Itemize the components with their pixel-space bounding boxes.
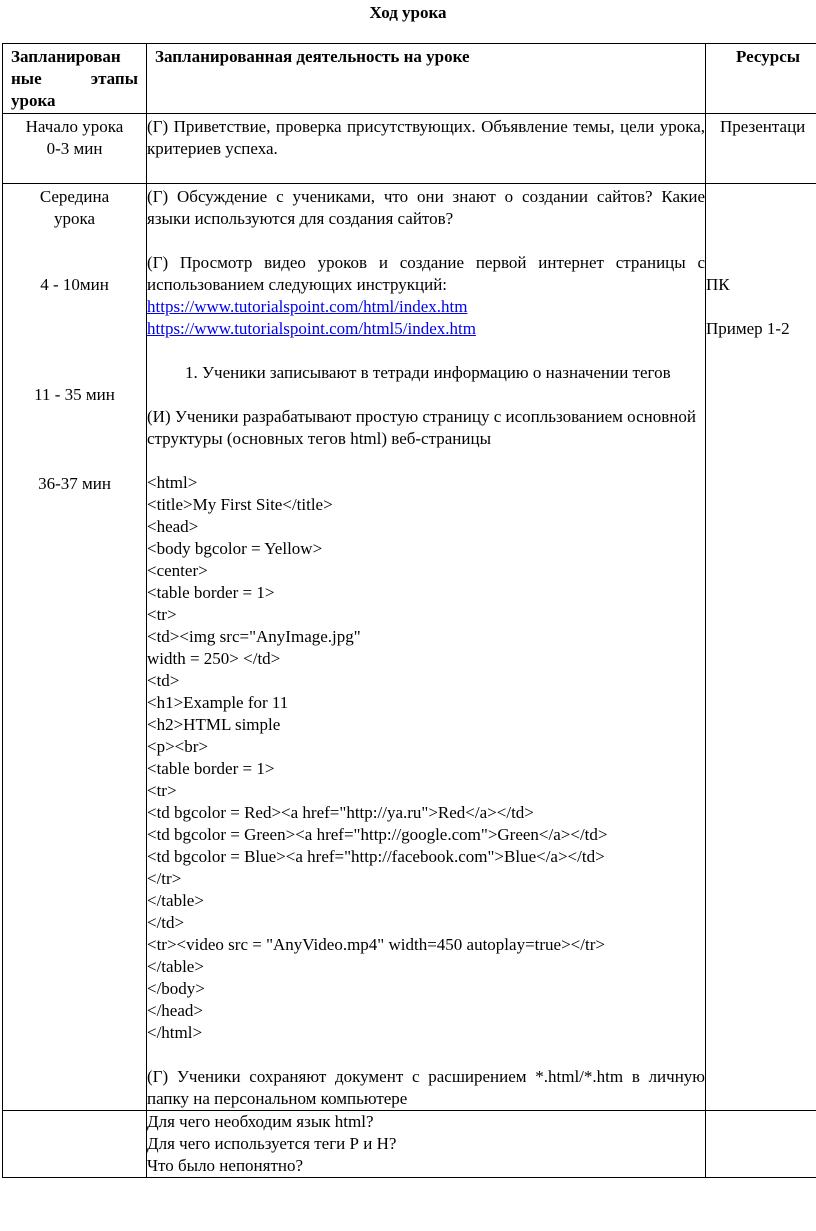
- header-stages: [3, 44, 147, 114]
- lesson-plan-table: [2, 43, 816, 1178]
- stage-start: [3, 114, 147, 184]
- tutorial-link-html[interactable]: https://www.tutorialspoint.com/html/index.htm: [147, 297, 468, 316]
- list-item: 1. Ученики записывают в тетради информацию о назначении тегов: [202, 362, 705, 384]
- code-line: <td>: [147, 671, 180, 690]
- header-activity: [147, 44, 706, 114]
- question-3: Что было непонятно?: [147, 1156, 304, 1175]
- activity-list: [147, 362, 705, 384]
- table-row-middle: [3, 184, 816, 1111]
- code-line: </head>: [147, 1001, 203, 1020]
- header-stages-word2: этапы: [90, 69, 138, 88]
- lesson-title: Ход урока: [369, 3, 447, 22]
- activity-discussion: (Г) Обсуждение с учениками, что они знают о создании сайтов? Какие языки используются для создания сайтов?: [147, 187, 705, 228]
- stage-time-3: 36-37 мин: [38, 474, 111, 493]
- code-line: <td bgcolor = Green><a href="http://google.com">Green</a></td>: [147, 825, 608, 844]
- tutorial-link-html5[interactable]: https://www.tutorialspoint.com/html5/index.htm: [147, 319, 476, 338]
- activity-greeting-text: (Г) Приветствие, проверка присутствующих. Объявление темы, цели урока, критериев успеха.: [147, 117, 705, 158]
- activity-task: (И) Ученики разрабатывают простую страницу с исопльзованием основной структуры (основных тегов html) веб-страницы: [147, 407, 696, 448]
- code-line: width = 250> </td>: [147, 649, 281, 668]
- code-line: </body>: [147, 979, 205, 998]
- activity-middle: [147, 184, 706, 1111]
- header-activity-label: Запланированная деятельность на уроке: [155, 47, 470, 66]
- code-line: <body bgcolor = Yellow>: [147, 539, 323, 558]
- header-stages-word1: ные: [11, 69, 42, 88]
- header-stages-line1: Запланирован: [11, 47, 121, 66]
- table-header-row: [3, 44, 816, 114]
- code-line: <html>: [147, 473, 198, 492]
- header-resources: [706, 44, 816, 114]
- question-2: Для чего используется теги Р и Н?: [147, 1134, 397, 1153]
- code-line: <title>My First Site</title>: [147, 495, 333, 514]
- code-line: </table>: [147, 957, 204, 976]
- code-line: <td><img src="AnyImage.jpg": [147, 627, 361, 646]
- code-line: </html>: [147, 1023, 203, 1042]
- code-line: <h1>Example for 11: [147, 693, 289, 712]
- stage-middle: [3, 184, 147, 1111]
- table-row-start: [3, 114, 816, 184]
- stage-time-2: 11 - 35 мин: [34, 385, 115, 404]
- code-line: <tr><video src = "AnyVideo.mp4" width=450 autoplay=true></tr>: [147, 935, 605, 954]
- table-row-end: [3, 1111, 816, 1178]
- activity-video-intro: (Г) Просмотр видео уроков и создание первой интернет страницы с использованием следующих инструкций:: [147, 253, 705, 294]
- stage-middle-label1: Середина: [39, 187, 110, 206]
- header-resources-label: Ресурсы: [736, 47, 801, 66]
- code-line: <center>: [147, 561, 208, 580]
- question-1: Для чего необходим язык html?: [147, 1112, 374, 1131]
- stage-start-time: 0-3 мин: [46, 139, 103, 158]
- code-line: <tr>: [147, 605, 177, 624]
- code-line: <table border = 1>: [147, 759, 275, 778]
- activity-greeting: [147, 114, 706, 184]
- code-line: <table border = 1>: [147, 583, 275, 602]
- code-line: </table>: [147, 891, 204, 910]
- code-line: </td>: [147, 913, 185, 932]
- code-line: <h2>HTML simple: [147, 715, 281, 734]
- resource-pc: ПК: [706, 275, 730, 294]
- resources-middle: [706, 184, 816, 1111]
- code-line: </tr>: [147, 869, 182, 888]
- code-line: <p><br>: [147, 737, 209, 756]
- stage-end: [3, 1111, 147, 1178]
- resource-presentation: [706, 114, 816, 184]
- stage-time-1: 4 - 10мин: [40, 275, 109, 294]
- resources-end: [706, 1111, 816, 1178]
- code-line: <tr>: [147, 781, 177, 800]
- code-line: <head>: [147, 517, 199, 536]
- activity-save: (Г) Ученики сохраняют документ с расширением *.html/*.htm в личную папку на персональном компьютере: [147, 1067, 705, 1108]
- html-code-block: [147, 472, 705, 1044]
- stage-middle-label2: урока: [53, 209, 96, 228]
- reflection-questions: [147, 1111, 706, 1178]
- resource-presentation-text: Презентаци: [720, 117, 806, 136]
- resource-example: Пример 1-2: [706, 319, 790, 338]
- code-line: <td bgcolor = Red><a href="http://ya.ru">Red</a></td>: [147, 803, 534, 822]
- header-stages-line3: урока: [11, 91, 56, 110]
- code-line: <td bgcolor = Blue><a href="http://facebook.com">Blue</a></td>: [147, 847, 605, 866]
- stage-start-label: Начало урока: [25, 117, 124, 136]
- header-stages-line2: [11, 68, 138, 90]
